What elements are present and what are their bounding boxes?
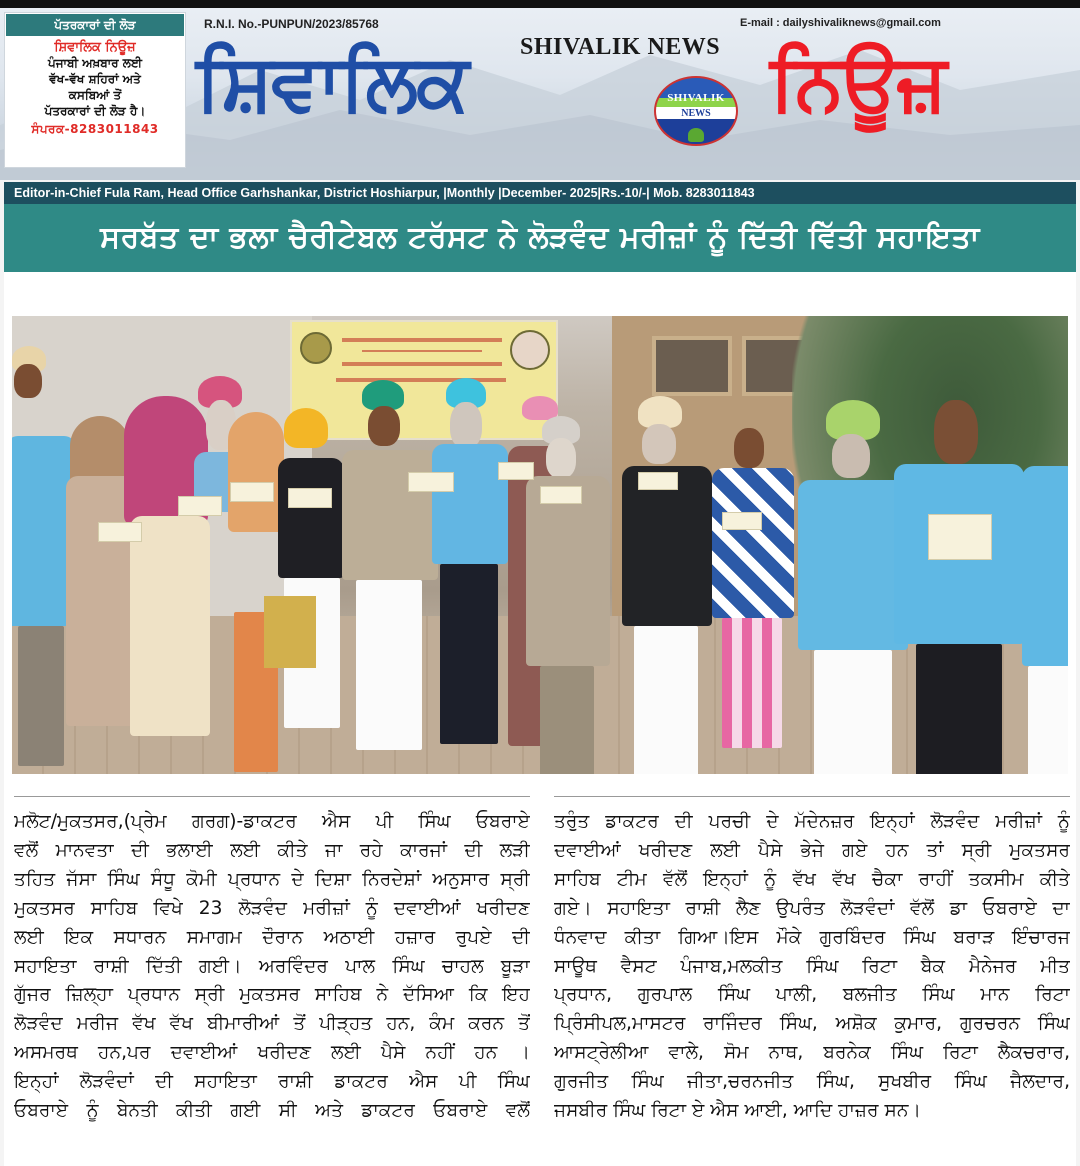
article-line: ਸਹਾਇਤਾ ਰਾਸ਼ੀ ਦਿੱਤੀ ਗਈ। ਅਰਵਿੰਦਰ ਪਾਲ ਸਿੰਘ ਚਾਹਲ ਬੂੜਾ [14, 955, 530, 977]
cheque [288, 488, 332, 508]
article-line: ਆਸਟ੍ਰੇਲੀਆ ਵਾਲੇ, ਸੋਮ ਨਾਥ, ਬਰਨੇਕ ਸਿੰਘ ਰਿਟਾ ਲੈਕਚਰਾਰ, [554, 1042, 1070, 1064]
logo-line1: SHIVALIK [667, 92, 725, 104]
article-line: ਲਈ ਇਕ ਸਧਾਰਨ ਸਮਾਗਮ ਦੌਰਾਨ ਅਠਾਈ ਹਜ਼ਾਰ ਰੁਪਏ ਦੀ [14, 926, 530, 948]
rni-number: R.N.I. No.-PUNPUN/2023/85768 [204, 17, 379, 31]
article-column-left [14, 808, 530, 1126]
article-line: ਮਲੋਟ/ਮੁਕਤਸਰ,(ਪ੍ਰੇਮ ਗਰਗ)-ਡਾਕਟਰ ਐਸ ਪੀ ਸਿੰਘ ਓਬਰਾਏ [14, 811, 530, 832]
banner-portrait [510, 330, 550, 370]
reporters-wanted-ad [4, 12, 186, 168]
cheque [178, 496, 222, 516]
shivalik-news-logo [654, 76, 738, 146]
article-line: ਇਨ੍ਹਾਂ ਲੋੜਵੰਦਾਂ ਦੀ ਸਹਾਇਤਾ ਰਾਸ਼ੀ ਡਾਕਟਰ ਐਸ ਪੀ ਸਿੰਘ [14, 1071, 530, 1093]
article-line: ਅਸਮਰਥ ਹਨ,ਪਰ ਦਵਾਈਆਂ ਖਰੀਦਣ ਲਈ ਪੈਸੇ ਨਹੀਂ ਹਨ । [14, 1042, 530, 1064]
ad-line: ਪੰਜਾਬੀ ਅਖ਼ਬਾਰ ਲਈ [47, 56, 143, 70]
article-line: ਸਾਹਿਬ ਟੀਮ ਵੱਲੋਂ ਇਨ੍ਹਾਂ ਨੂੰ ਵੱਖ ਵੱਖ ਚੈਕਾ ਰਾਹੀਂ ਤਕਸੀਮ ਕੀਤੇ [554, 868, 1070, 890]
article-line: ਪ੍ਰਿੰਸੀਪਲ,ਮਾਸਟਰ ਰਾਜਿੰਦਰ ਸਿੰਘ, ਅਸ਼ੋਕ ਕੁਮਾਰ, ਗੁਰਚਰਨ ਸਿੰਘ [554, 1013, 1070, 1035]
tree-icon [688, 128, 704, 142]
article-line: ਜਸਬੀਰ ਸਿੰਘ ਰਿਟਾ ਏ ਐਸ ਆਈ, ਆਦਿ ਹਾਜ਼ਰ ਸਨ। [554, 1100, 922, 1122]
article-line: ਓਬਰਾਏ ਨੂੰ ਬੇਨਤੀ ਕੀਤੀ ਗਈ ਸੀ ਅਤੇ ਡਾਕਟਰ ਓਬਰਾਏ ਵਲੋਂ [14, 1100, 530, 1122]
cheque [498, 462, 534, 480]
ad-contact-number: ਸੰਪਰਕ-8283011843 [31, 122, 159, 136]
logo-line2: NEWS [681, 108, 711, 119]
ad-line: ਕਸਬਿਆਂ ਤੋਂ [68, 88, 122, 102]
banner-emblem-icon [300, 332, 332, 364]
article-line: ਤਹਿਤ ਜੱਸਾ ਸਿੰਘ ਸੰਧੂ ਕੋਮੀ ਪ੍ਰਧਾਨ ਦੇ ਦਿਸ਼ਾ ਨਿਰਦੇਸ਼ਾਂ ਅਨੁਸਾਰ ਸ੍ਰੀ [14, 868, 530, 890]
article-line: ਗੁੱਜਰ ਜ਼ਿਲ੍ਹਾ ਪ੍ਰਧਾਨ ਸ੍ਰੀ ਮੁਕਤਸਰ ਸਾਹਿਬ ਨੇ ਦੱਸਿਆ ਕਿ ਇਹ [14, 984, 530, 1006]
column-divider-right [554, 796, 1070, 797]
cheque [408, 472, 454, 492]
editor-info-bar: Editor-in-Chief Fula Ram, Head Office Garhshankar, District Hoshiarpur, |Monthly |December- 2025|Rs.-10/-| Mob. 8283011843 [4, 182, 1076, 204]
ad-title: ਸ਼ਿਵਾਲਿਕ ਨਿਊਜ਼ [54, 40, 136, 55]
article-line: ਗੁਰਜੀਤ ਸਿੰਘ ਜੀਤਾ,ਚਰਨਜੀਤ ਸਿੰਘ, ਸੁਖਬੀਰ ਸਿੰਘ ਜੈਲਦਾਰ, [554, 1071, 1070, 1093]
article-line: ਗਏ। ਸਹਾਇਤਾ ਰਾਸ਼ੀ ਲੈਣ ਉਪਰੰਤ ਲੋੜਵੰਦਾਂ ਵੱਲੋਂ ਡਾ ਓਬਰਾਏ ਦਾ [554, 897, 1070, 919]
article-photo [12, 316, 1068, 774]
masthead [0, 8, 1080, 180]
article-line: ਸਾਊਥ ਵੈਸਟ ਪੰਜਾਬ,ਮਲਕੀਤ ਸਿੰਘ ਰਿਟਾ ਬੈਕ ਮੈਨੇਜਰ ਮੀਤ [554, 955, 1070, 977]
top-border [0, 0, 1080, 8]
email-address: E-mail : dailyshivaliknews@gmail.com [740, 17, 941, 29]
cheque [98, 522, 142, 542]
banner-text-line [342, 362, 502, 366]
cheque [928, 514, 992, 560]
photo-banner [290, 320, 558, 440]
ad-line: ਵੱਖ-ਵੱਖ ਸ਼ਹਿਰਾਂ ਅਤੇ [49, 72, 141, 86]
photo-window [652, 336, 732, 396]
banner-text-line [342, 338, 502, 342]
article-line: ਲੋੜਵੰਦ ਮਰੀਜ ਵੱਖ ਵੱਖ ਬੀਮਾਰੀਆਂ ਤੋਂ ਪੀੜ੍ਹਤ ਹਨ, ਕੰਮ ਕਰਨ ਤੋਂ [14, 1013, 530, 1035]
cheque [638, 472, 678, 490]
ad-heading: ਪੱਤਰਕਾਰਾਂ ਦੀ ਲੋੜ [6, 14, 184, 36]
newspaper-title-left: ਸ਼ਿਵਾਲਿਕ [196, 38, 468, 128]
cheque [540, 486, 582, 504]
cheque [722, 512, 762, 530]
article-line: ਤਰੁੰਤ ਡਾਕਟਰ ਦੀ ਪਰਚੀ ਦੇ ਮੱਦੇਨਜ਼ਰ ਇਨ੍ਹਾਂ ਲੋੜਵੰਦ ਮਰੀਜ਼ਾਂ ਨੂੰ [554, 811, 1070, 832]
newspaper-title-right: ਨਿਊਜ਼ [770, 38, 946, 128]
article-line: ਪ੍ਰਧਾਨ, ਗੁਰਪਾਲ ਸਿੰਘ ਪਾਲੀ, ਬਲਜੀਤ ਸਿੰਘ ਮਾਨ ਰਿਟਾ [554, 984, 1070, 1006]
english-title: SHIVALIK NEWS [520, 34, 721, 60]
article-column-right [554, 808, 1070, 1126]
shopping-bag [264, 596, 316, 668]
article-headline: ਸਰਬੱਤ ਦਾ ਭਲਾ ਚੈਰੀਟੇਬਲ ਟਰੱਸਟ ਨੇ ਲੋੜਵੰਦ ਮਰੀਜ਼ਾਂ ਨੂੰ ਦਿੱਤੀ ਵਿੱਤੀ ਸਹਾਇਤਾ [4, 204, 1076, 272]
article-line: ਮੁਕਤਸਰ ਸਾਹਿਬ ਵਿਖੇ 23 ਲੋੜਵੰਦ ਮਰੀਜ਼ਾਂ ਨੂੰ ਦਵਾਈਆਂ ਖਰੀਦਣ [14, 897, 530, 919]
ad-line: ਪੱਤਰਕਾਰਾਂ ਦੀ ਲੋੜ ਹੈ। [44, 104, 146, 118]
article-line: ਵਲੋਂ ਮਾਨਵਤਾ ਦੀ ਭਲਾਈ ਲਈ ਕੀਤੇ ਜਾ ਰਹੇ ਕਾਰਜਾਂ ਦੀ ਲੜੀ [14, 839, 530, 861]
column-divider-left [14, 796, 530, 797]
article-line: ਦਵਾਈਆਂ ਖਰੀਦਣ ਲਈ ਪੈਸੇ ਭੇਜੇ ਗਏ ਹਨ ਤਾਂ ਸ੍ਰੀ ਮੁਕਤਸਰ [554, 839, 1070, 861]
banner-text-line [362, 350, 482, 352]
banner-text-line [336, 378, 506, 382]
article-line: ਧੰਨਵਾਦ ਕੀਤਾ ਗਿਆ।ਇਸ ਮੌਕੇ ਗੁਰਬਿੰਦਰ ਸਿੰਘ ਬਰਾੜ ਇੰਚਾਰਜ [554, 926, 1070, 948]
cheque [230, 482, 274, 502]
